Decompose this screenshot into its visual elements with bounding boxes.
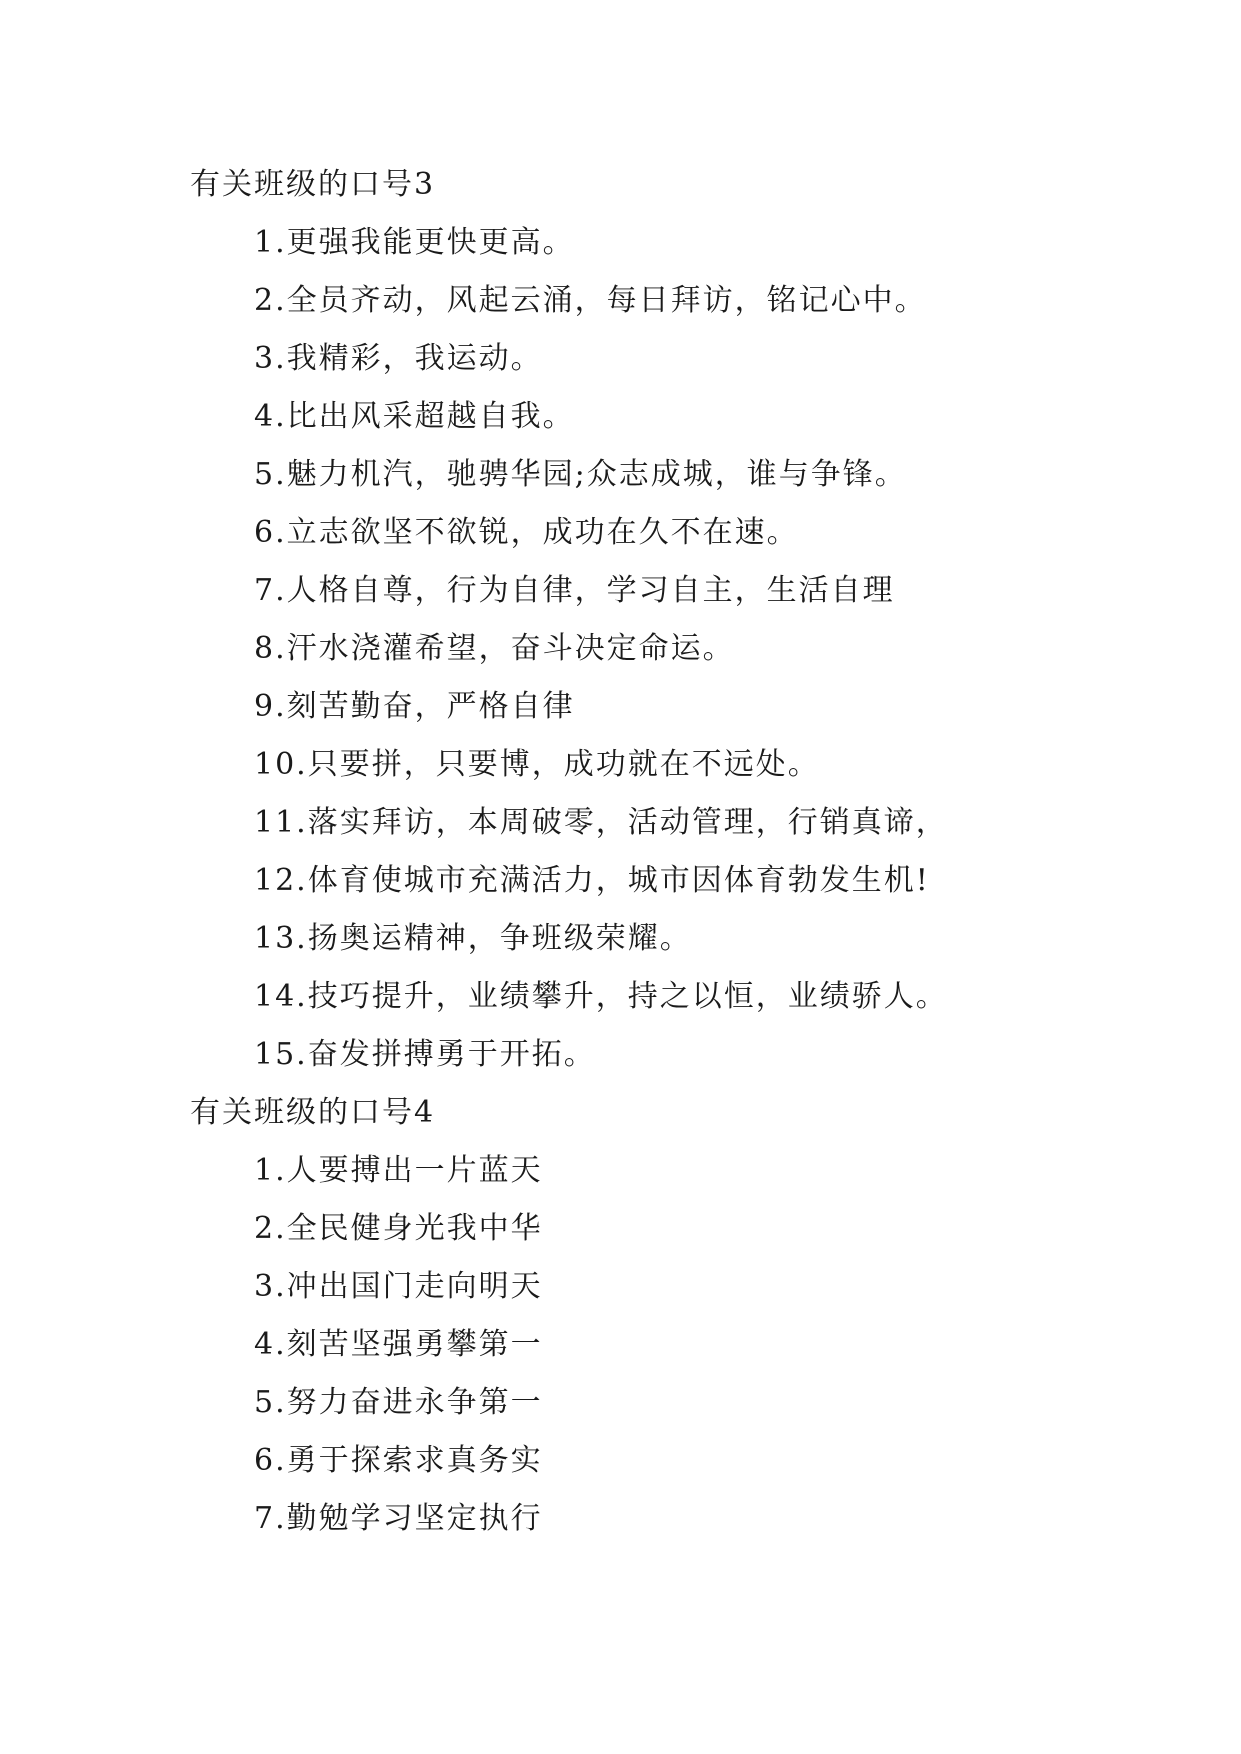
list-item: 5.魅力机汽，驰骋华园;众志成城，谁与争锋。 xyxy=(254,457,907,492)
list-item: 13.扬奥运精神，争班级荣耀。 xyxy=(254,921,692,956)
list-item: 12.体育使城市充满活力，城市因体育勃发生机! xyxy=(254,863,930,898)
section-heading: 有关班级的口号3 xyxy=(190,167,436,202)
list-item: 7.勤勉学习坚定执行 xyxy=(254,1501,543,1536)
list-item: 11.落实拜访，本周破零，活动管理，行销真谛， xyxy=(254,805,948,840)
list-item: 5.努力奋进永争第一 xyxy=(254,1385,543,1420)
list-item: 7.人格自尊，行为自律，学习自主，生活自理 xyxy=(254,573,895,608)
list-item: 15.奋发拼搏勇于开拓。 xyxy=(254,1037,596,1072)
list-item: 3.我精彩，我运动。 xyxy=(254,341,543,376)
list-item: 2.全民健身光我中华 xyxy=(254,1211,543,1246)
list-item: 6.勇于探索求真务实 xyxy=(254,1443,543,1478)
list-item: 1.人要搏出一片蓝天 xyxy=(254,1153,543,1188)
list-item: 3.冲出国门走向明天 xyxy=(254,1269,543,1304)
list-item: 8.汗水浇灌希望，奋斗决定命运。 xyxy=(254,631,735,666)
list-item: 10.只要拼，只要博，成功就在不远处。 xyxy=(254,747,820,782)
list-item: 1.更强我能更快更高。 xyxy=(254,225,575,260)
list-item: 4.比出风采超越自我。 xyxy=(254,399,575,434)
list-item: 2.全员齐动，风起云涌，每日拜访，铭记心中。 xyxy=(254,283,927,318)
list-item: 14.技巧提升，业绩攀升，持之以恒，业绩骄人。 xyxy=(254,979,948,1014)
list-item: 9.刻苦勤奋，严格自律 xyxy=(254,689,575,724)
list-item: 6.立志欲坚不欲锐，成功在久不在速。 xyxy=(254,515,799,550)
section-heading: 有关班级的口号4 xyxy=(190,1095,436,1130)
list-item: 4.刻苦坚强勇攀第一 xyxy=(254,1327,543,1362)
